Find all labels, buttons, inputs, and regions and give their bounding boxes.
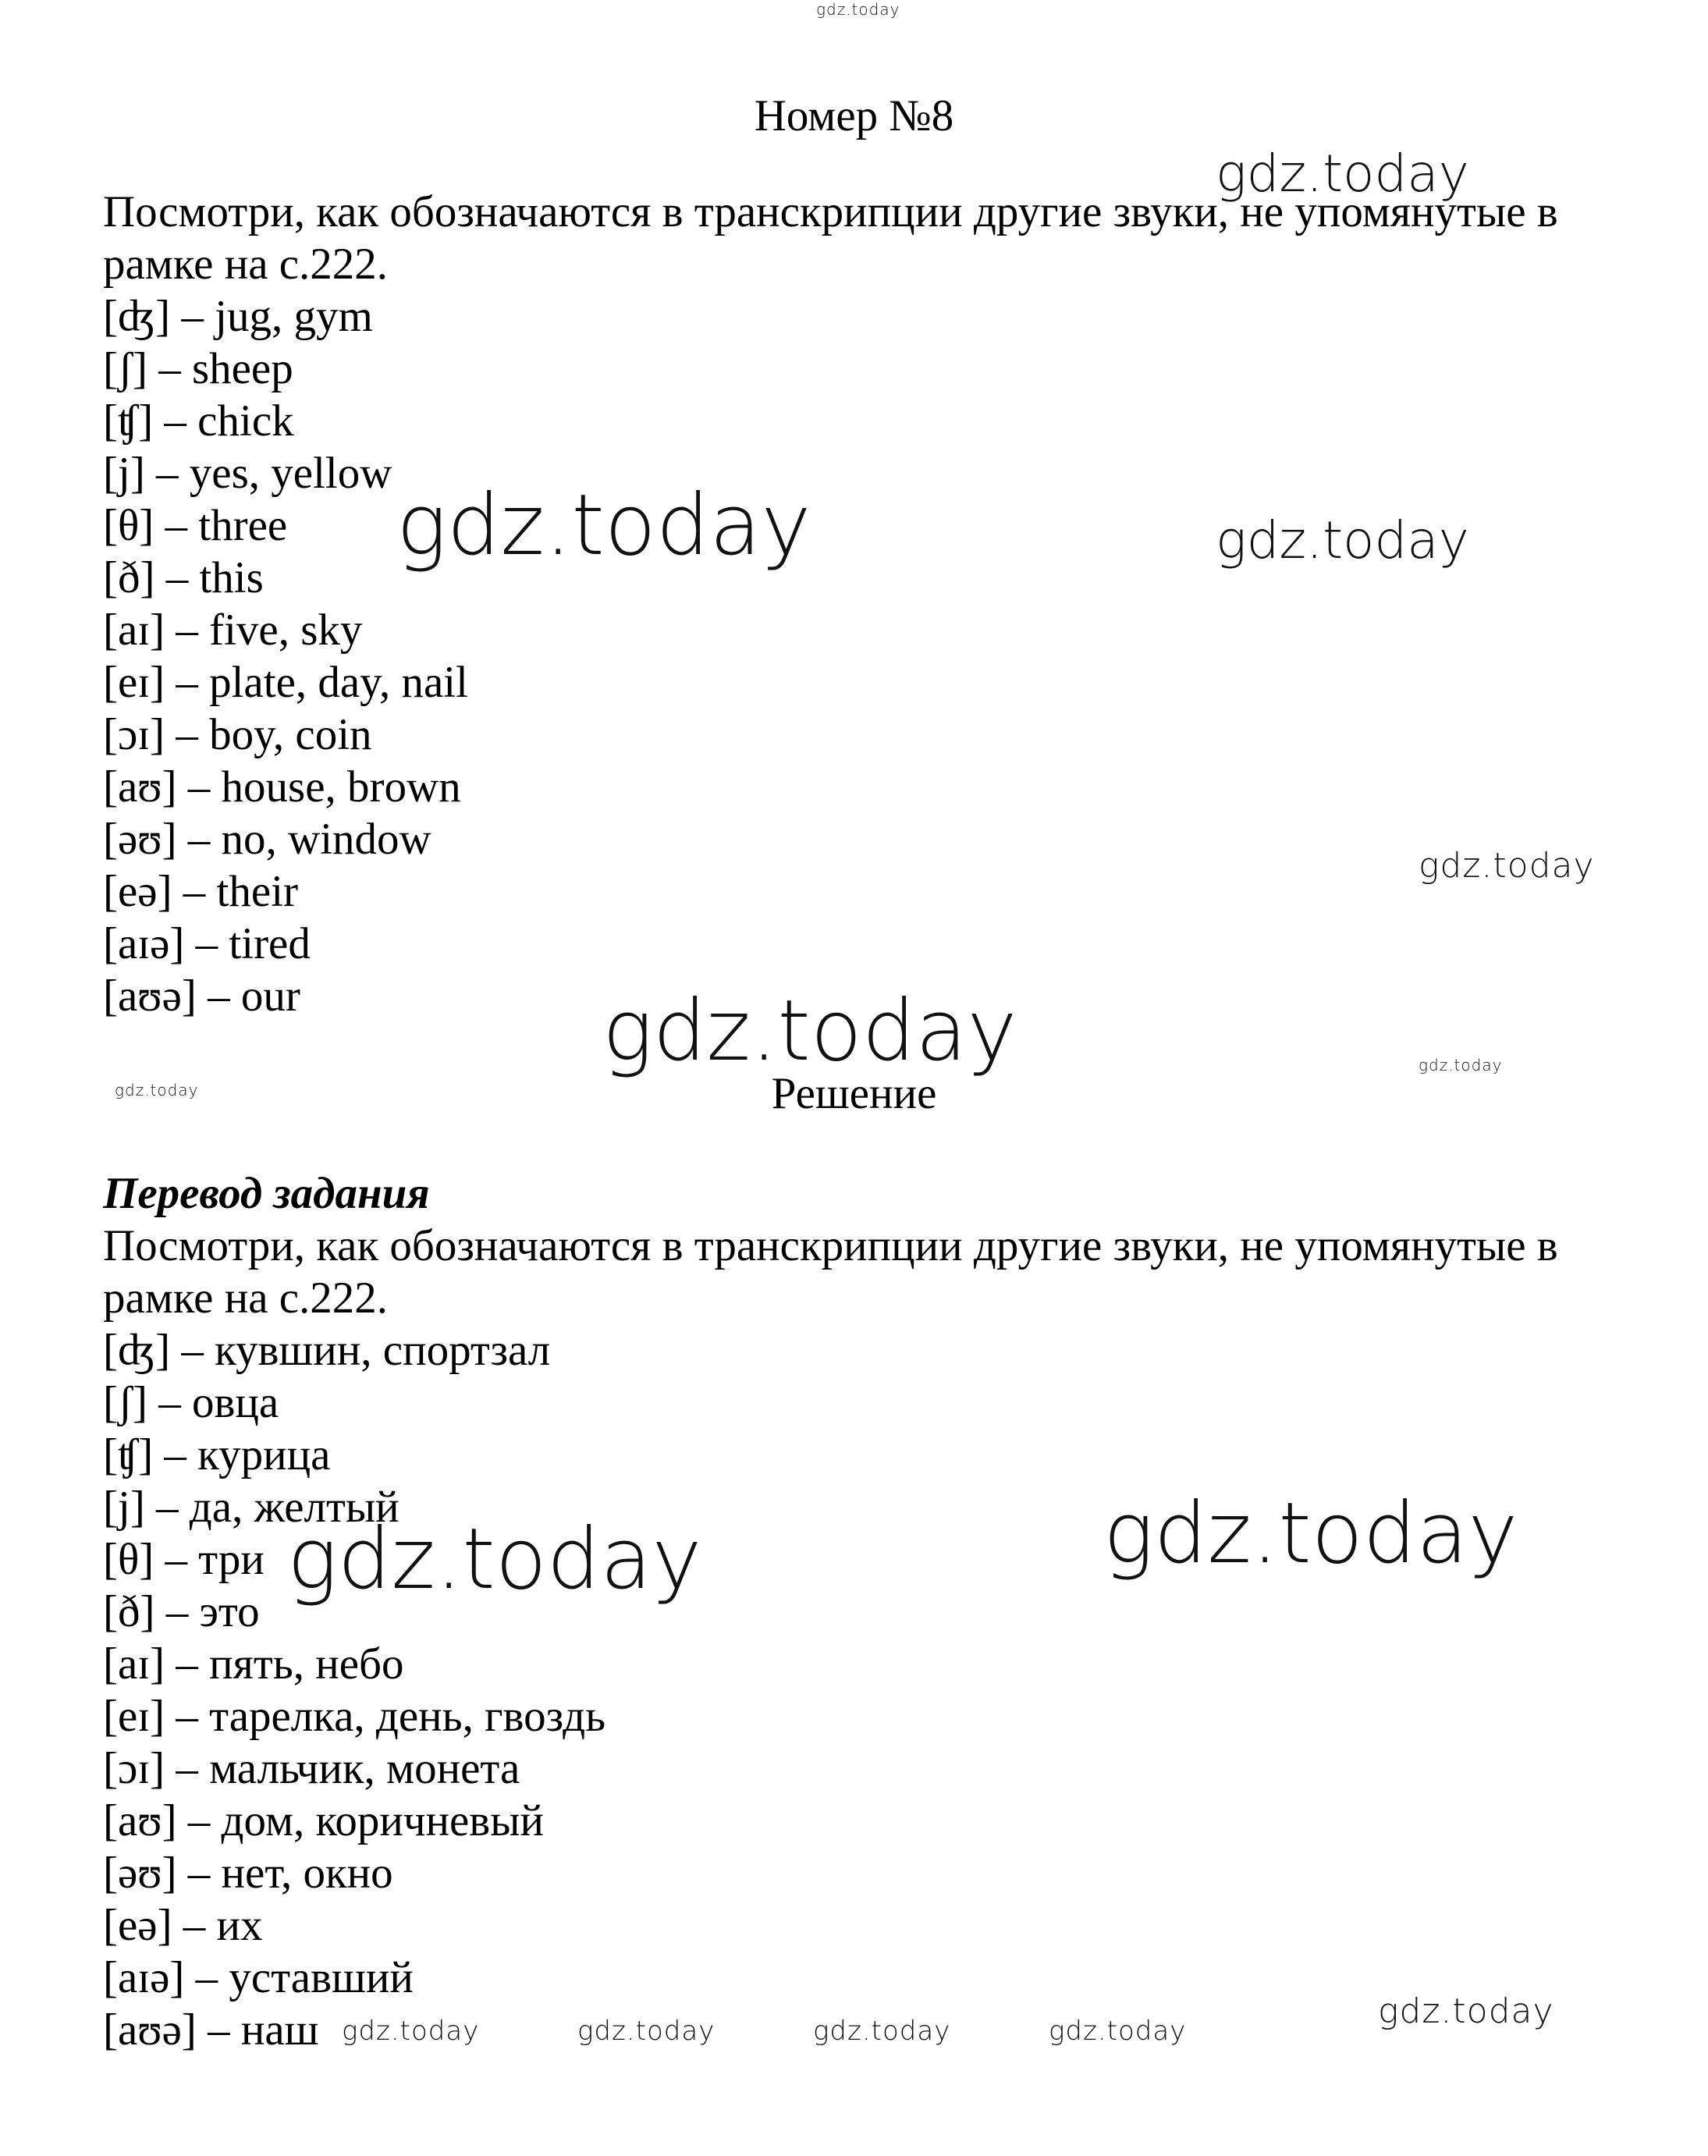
watermark: gdz.today bbox=[1049, 2016, 1187, 2047]
task-item: [eɪ] – plate, day, nail bbox=[103, 658, 468, 707]
watermark: gdz.today bbox=[1419, 1056, 1503, 1074]
watermark: gdz.today bbox=[396, 477, 811, 574]
translation-item: [θ] – три bbox=[103, 1535, 265, 1584]
watermark: gdz.today bbox=[602, 982, 1017, 1080]
translation-item: [ʧ] – курица bbox=[103, 1430, 331, 1479]
translation-item: [eə] – их bbox=[103, 1901, 263, 1950]
task-item: [ɔɪ] – boy, coin bbox=[103, 710, 372, 759]
task-item: [aɪ] – five, sky bbox=[103, 606, 363, 655]
translation-item: [eɪ] – тарелка, день, гвоздь bbox=[103, 1692, 606, 1741]
solution-heading: Решение bbox=[771, 1069, 937, 1118]
task-item: [aʊ] – house, brown bbox=[103, 762, 461, 812]
translation-heading: Перевод задания bbox=[103, 1169, 430, 1218]
watermark: gdz.today bbox=[1419, 846, 1595, 886]
watermark: gdz.today bbox=[1103, 1485, 1518, 1582]
task-instruction: Посмотри, как обозначаются в транскрипции другие звуки, не упомянутые в рамке на с.222. bbox=[103, 187, 1558, 289]
watermark: gdz.today bbox=[1378, 1991, 1554, 2031]
watermark: gdz.today bbox=[342, 2016, 480, 2047]
watermark: gdz.today bbox=[577, 2016, 716, 2047]
task-item: [ð] – this bbox=[103, 553, 264, 602]
translation-section bbox=[103, 1167, 1648, 2056]
translation-item: [əʊ] – нет, окно bbox=[103, 1849, 393, 1898]
translation-item: [j] – да, желтый bbox=[103, 1483, 399, 1532]
watermark: gdz.today bbox=[1216, 144, 1469, 204]
watermark: gdz.today bbox=[816, 0, 900, 19]
watermark: gdz.today bbox=[813, 2016, 951, 2047]
task-item: [θ] – three bbox=[103, 501, 288, 550]
task-section bbox=[103, 186, 1648, 1022]
translation-item: [aʊə] – наш bbox=[103, 2005, 319, 2055]
task-item: [aɪə] – tired bbox=[103, 919, 311, 968]
translation-item: [ʃ] – овца bbox=[103, 1378, 279, 1427]
watermark: gdz.today bbox=[287, 1511, 702, 1608]
translation-item: [aʊ] – дом, коричневый bbox=[103, 1796, 545, 1845]
translation-item: [aɪə] – уставший bbox=[103, 1953, 414, 2002]
page-title: Номер №8 bbox=[754, 91, 954, 140]
translation-item: [ʤ] – кувшин, спортзал bbox=[103, 1326, 551, 1375]
task-item: [ʤ] – jug, gym bbox=[103, 292, 373, 341]
watermark: gdz.today bbox=[115, 1081, 199, 1099]
translation-item: [aɪ] – пять, небо bbox=[103, 1639, 404, 1689]
task-item: [ʧ] – chick bbox=[103, 396, 294, 446]
watermark: gdz.today bbox=[1216, 510, 1469, 570]
translation-item: [ɔɪ] – мальчик, монета bbox=[103, 1744, 520, 1793]
translation-instruction: Посмотри, как обозначаются в транскрипции другие звуки, не упомянутые в рамке на с.222. bbox=[103, 1221, 1558, 1323]
task-item: [eə] – their bbox=[103, 867, 299, 916]
task-item: [aʊə] – our bbox=[103, 971, 300, 1021]
task-item: [ʃ] – sheep bbox=[103, 344, 293, 393]
task-item: [əʊ] – no, window bbox=[103, 815, 431, 864]
translation-item: [ð] – это bbox=[103, 1587, 260, 1636]
task-item: [j] – yes, yellow bbox=[103, 449, 392, 498]
